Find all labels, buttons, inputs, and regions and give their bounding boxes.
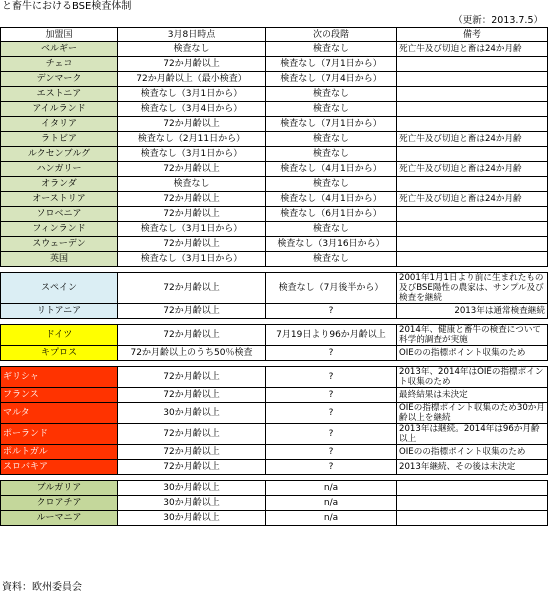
country-cell: ドイツ [1, 325, 118, 346]
current-status-cell: 72か月齢以上 [118, 460, 266, 475]
country-cell: ポーランド [1, 424, 118, 445]
next-stage-cell: 検査なし [266, 177, 397, 192]
current-status-cell: 72か月齢以上 [118, 388, 266, 403]
country-cell: ソロベニア [1, 207, 118, 222]
country-cell: ベルギー [1, 42, 118, 57]
note-cell: 2014年、健康と畜牛の検査について科学的調査が実施 [397, 325, 548, 346]
country-cell: ブルガリア [1, 481, 118, 496]
header-row [1, 28, 548, 42]
next-stage-cell: ? [266, 460, 397, 475]
next-stage-cell: ? [266, 445, 397, 460]
country-cell: オーストリア [1, 192, 118, 207]
next-stage-cell: 7月19日より96か月齢以上 [266, 325, 397, 346]
table-row [1, 222, 548, 237]
note-cell [397, 511, 548, 526]
current-status-cell: 30か月齢以上 [118, 496, 266, 511]
table-row [1, 237, 548, 252]
next-stage-cell: 検査なし（7月1日から） [266, 57, 397, 72]
next-stage-cell: ? [266, 424, 397, 445]
table-row [1, 445, 548, 460]
note-cell [397, 496, 548, 511]
table-row [1, 177, 548, 192]
table-row [1, 72, 548, 87]
next-stage-cell: 検査なし（7月4日から） [266, 72, 397, 87]
current-status-cell: 検査なし [118, 42, 266, 57]
current-status-cell: 検査なし（2月11日から） [118, 132, 266, 147]
country-cell: ルーマニア [1, 511, 118, 526]
next-stage-cell: 検査なし（3月16日から） [266, 237, 397, 252]
next-stage-cell: ? [266, 346, 397, 361]
country-cell: スロバキア [1, 460, 118, 475]
next-stage-cell: ? [266, 403, 397, 424]
note-cell [397, 177, 548, 192]
country-cell: スペイン [1, 273, 118, 304]
source-note: 資料：欧州委員会 [2, 582, 82, 593]
table-row [1, 481, 548, 496]
note-cell: OIEのの指標ポイント収集のため [397, 346, 548, 361]
note-cell: 死亡牛及び切迫と畜は24か月齢 [397, 192, 548, 207]
current-status-cell: 72か月齢以上 [118, 273, 266, 304]
bse-inspection-table [0, 27, 548, 526]
updated-date: （更新：2013.7.5） [453, 15, 543, 26]
country-cell: ギリシャ [1, 367, 118, 388]
table-row [1, 252, 548, 267]
note-cell: 死亡牛及び切迫と畜は24か月齢 [397, 162, 548, 177]
current-status-cell: 検査なし（3月1日から） [118, 252, 266, 267]
note-cell: OIEのの指標ポイント収集のため [397, 445, 548, 460]
country-cell: スウェーデン [1, 237, 118, 252]
note-cell: 死亡牛及び切迫と畜は24か月齢 [397, 132, 548, 147]
table-row [1, 460, 548, 475]
current-status-cell: 検査なし [118, 177, 266, 192]
note-cell: 2013年継続、その後は未決定 [397, 460, 548, 475]
next-stage-cell: n/a [266, 481, 397, 496]
current-status-cell: 72か月齢以上 [118, 304, 266, 319]
next-stage-cell: ? [266, 388, 397, 403]
current-status-cell: 検査なし（3月1日から） [118, 147, 266, 162]
table-row [1, 102, 548, 117]
country-cell: フランス [1, 388, 118, 403]
table-row [1, 511, 548, 526]
current-status-cell: 72か月齢以上 [118, 162, 266, 177]
current-status-cell: 72か月齢以上 [118, 367, 266, 388]
note-cell [397, 87, 548, 102]
note-cell [397, 207, 548, 222]
header-note: 備考 [397, 28, 548, 42]
note-cell [397, 237, 548, 252]
country-cell: デンマーク [1, 72, 118, 87]
current-status-cell: 30か月齢以上 [118, 511, 266, 526]
note-cell [397, 481, 548, 496]
next-stage-cell: 検査なし [266, 132, 397, 147]
header-next: 次の段階 [266, 28, 397, 42]
table-row [1, 87, 548, 102]
country-cell: ラトビア [1, 132, 118, 147]
table-row [1, 424, 548, 445]
note-cell [397, 252, 548, 267]
current-status-cell: 検査なし（3月1日から） [118, 222, 266, 237]
country-cell: 英国 [1, 252, 118, 267]
table-row [1, 403, 548, 424]
page-title: と畜牛におけるBSE検査体制 [2, 1, 132, 12]
next-stage-cell: 検査なし [266, 222, 397, 237]
current-status-cell: 72か月齢以上 [118, 445, 266, 460]
note-cell: 2013年、2014年はOIEの指標ポイント収集のため [397, 367, 548, 388]
next-stage-cell: n/a [266, 511, 397, 526]
next-stage-cell: 検査なし（7月1日から） [266, 117, 397, 132]
note-cell [397, 57, 548, 72]
country-cell: クロアチア [1, 496, 118, 511]
current-status-cell: 検査なし（3月1日から） [118, 87, 266, 102]
country-cell: オランダ [1, 177, 118, 192]
country-cell: マルタ [1, 403, 118, 424]
next-stage-cell: ? [266, 367, 397, 388]
table-row [1, 325, 548, 346]
current-status-cell: 72か月齢以上 [118, 57, 266, 72]
next-stage-cell: n/a [266, 496, 397, 511]
next-stage-cell: 検査なし [266, 102, 397, 117]
next-stage-cell: 検査なし（4月1日から） [266, 192, 397, 207]
table-body [1, 42, 548, 526]
current-status-cell: 30か月齢以上 [118, 403, 266, 424]
country-cell: エストニア [1, 87, 118, 102]
next-stage-cell: ? [266, 304, 397, 319]
current-status-cell: 72か月齢以上 [118, 237, 266, 252]
country-cell: ハンガリー [1, 162, 118, 177]
current-status-cell: 72か月齢以上のうち50％検査 [118, 346, 266, 361]
country-cell: フィンランド [1, 222, 118, 237]
note-cell [397, 102, 548, 117]
current-status-cell: 72か月齢以上 [118, 424, 266, 445]
note-cell: OIEの指標ポイント収集のため30か月齢以上を継続 [397, 403, 548, 424]
country-cell: チェコ [1, 57, 118, 72]
current-status-cell: 72か月齢以上 [118, 325, 266, 346]
note-cell [397, 222, 548, 237]
header-current: 3月8日時点 [118, 28, 266, 42]
note-cell: 死亡牛及び切迫と畜は24か月齢 [397, 42, 548, 57]
table-row [1, 57, 548, 72]
table-row [1, 192, 548, 207]
current-status-cell: 検査なし（3月4日から） [118, 102, 266, 117]
current-status-cell: 30か月齢以上 [118, 481, 266, 496]
next-stage-cell: 検査なし（4月1日から） [266, 162, 397, 177]
country-cell: イタリア [1, 117, 118, 132]
next-stage-cell: 検査なし [266, 42, 397, 57]
table-row [1, 42, 548, 57]
current-status-cell: 72か月齢以上 [118, 192, 266, 207]
table-row [1, 388, 548, 403]
country-cell: リトアニア [1, 304, 118, 319]
next-stage-cell: 検査なし（6月1日から） [266, 207, 397, 222]
note-cell: 2013年は継続。2014年は96か月齢以上 [397, 424, 548, 445]
note-cell [397, 72, 548, 87]
table-row [1, 367, 548, 388]
current-status-cell: 72か月齢以上（最小検査） [118, 72, 266, 87]
table-row [1, 346, 548, 361]
table-row [1, 162, 548, 177]
country-cell: ルクセンブルグ [1, 147, 118, 162]
table-row [1, 273, 548, 304]
country-cell: キプロス [1, 346, 118, 361]
table-row [1, 132, 548, 147]
note-cell: 最終結果は未決定 [397, 388, 548, 403]
next-stage-cell: 検査なし [266, 252, 397, 267]
current-status-cell: 72か月齢以上 [118, 117, 266, 132]
table-row [1, 207, 548, 222]
table-row [1, 496, 548, 511]
next-stage-cell: 検査なし [266, 147, 397, 162]
next-stage-cell: 検査なし [266, 87, 397, 102]
note-cell [397, 147, 548, 162]
note-cell: 2001年1月1日より前に生まれたもの及びBSE陽性の農家は、サンプル及び検査を継続 [397, 273, 548, 304]
table-row [1, 304, 548, 319]
table-row [1, 117, 548, 132]
note-cell: 2013年は通常検査継続 [397, 304, 548, 319]
country-cell: ポルトガル [1, 445, 118, 460]
header-country: 加盟国 [1, 28, 118, 42]
current-status-cell: 72か月齢以上 [118, 207, 266, 222]
country-cell: アイルランド [1, 102, 118, 117]
table-row [1, 147, 548, 162]
note-cell [397, 117, 548, 132]
next-stage-cell: 検査なし（7月後半から） [266, 273, 397, 304]
